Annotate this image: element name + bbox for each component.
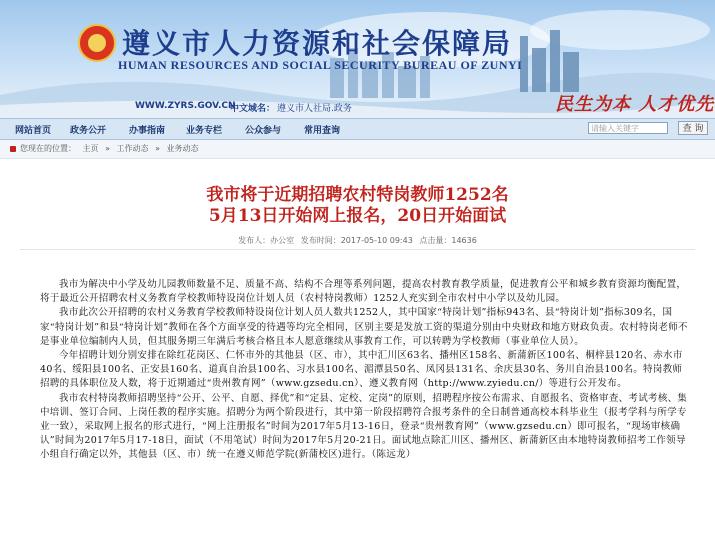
breadcrumb-separator: » <box>105 144 110 153</box>
article-meta <box>0 235 715 246</box>
slogan: 民生为本 人才优先 <box>555 94 715 115</box>
main-nav <box>0 118 715 140</box>
article-title-line2: 5月13日开始网上报名，20日开始面试 <box>208 206 507 226</box>
nav-item-common-queries[interactable]: 常用查询 <box>304 126 341 136</box>
emblem-icon <box>78 24 116 62</box>
breadcrumb-business-news[interactable]: 业务动态 <box>166 144 199 153</box>
nav-item-public-participation[interactable]: 公众参与 <box>245 126 282 136</box>
location-icon <box>10 146 16 152</box>
article-title-line1: 我市将于近期招聘农村特岗教师1252名 <box>206 185 509 205</box>
nav-item-business-column[interactable]: 业务专栏 <box>186 126 223 136</box>
article-publisher: 发布人：办公室 <box>238 236 295 245</box>
cn-domain-label: 中文域名： <box>230 104 276 114</box>
site-subtitle: HUMAN RESOURCES AND SOCIAL SECURITY BUREAU OF ZUNYI <box>118 58 523 72</box>
breadcrumb-work-news[interactable]: 工作动态 <box>116 144 149 153</box>
breadcrumb-separator: » <box>155 144 160 153</box>
site-url[interactable]: WWW.ZYRS.GOV.CN <box>135 101 236 111</box>
article-view-count: 点击量：14636 <box>419 236 477 245</box>
article-paragraph: 我市此次公开招聘的农村义务教育学校教师特设岗位计划人员人数共1252人，其中国家“特岗计划”指标943名、县“特岗计划”指标309名，国家“特岗计划”和县“特岗计划”教师在各个方面享受的待遇等均完全相同，区别主要是发放工资的渠道分别由中央财政和地方财政负责。农村特岗老师不是事业单位编制内人员，但其服务期三年满后考核合格且本人愿意继续从事教育工作，可以转聘为学校教师（事业单位人员）。 <box>40 307 688 347</box>
search-button[interactable]: 查 询 <box>678 121 708 135</box>
breadcrumb-home[interactable]: 主页 <box>82 144 99 153</box>
site-banner <box>0 0 715 118</box>
cn-domain[interactable]: 遵义市人社局.政务 <box>277 104 352 114</box>
article-body <box>40 278 690 463</box>
nav-item-home[interactable]: 网站首页 <box>15 126 52 136</box>
breadcrumb-label: 您现在的位置： <box>20 144 76 153</box>
breadcrumb-text <box>20 143 203 154</box>
article-paragraph: 我市为解决中小学及幼儿园教师数量不足、质量不高、结构不合理等系列问题，提高农村教育教学质量，促进教育公平和城乡教育资源均衡配置，将于最近公开招聘农村义务教育学校教师特设岗位计划人员（农村特岗教师）1252人充实到全市农村中小学以及幼儿园。 <box>40 279 687 305</box>
nav-item-open-government[interactable]: 政务公开 <box>70 126 107 136</box>
article-publish-time: 发布时间：2017-05-10 09:43 <box>300 236 413 245</box>
article-paragraph: 我市农村特岗教师招聘坚持“公开、公平、自愿、择优”和“定县、定校、定岗”的原则，招聘程序按公布需求、自愿报名、资格审查、考试考核、集中培训、签订合同、上岗任教的程序实施。招聘分为两个阶段进行，其中第一阶段招聘符合报考条件的全日制普通高校本科毕业生（报考学科与所学专业一致），采取网上报名的形式进行，“网上注册报名”时间为2017年5月13-16日，登录“贵州教育网”（www.gzsedu.cn）即可报名，“现场审核确认”时间为2017年5月17-18日，面试（不用笔试）时间为2017年5月20-21日。面试地点除汇川区、播州区、新蒲新区由本地特岗教师招考工作领导小组自行确定以外，其他县（区、市）统一在遵义师范学院(新蒲校区)进行。（陈远龙） <box>40 392 688 461</box>
breadcrumb <box>0 140 715 159</box>
site-title: 遵义市人力资源和社会保障局 <box>122 27 513 60</box>
article-paragraph: 今年招聘计划分别安排在除红花岗区、仁怀市外的其他县（区、市），其中汇川区63名、播州区158名、新蒲新区100名、桐梓县120名、赤水市40名、绥阳县100名、正安县160名、道真自治县100名、习水县100名、湄潭县50名、凤冈县131名、余庆县30名、务川自治县100名。特岗教师招聘的具体职位及人数，将于近期通过“贵州教育网”（www.gzsedu.cn）、遵义教育网（http://www.zyiedu.cn/）等进行公开发布。 <box>40 350 683 390</box>
search-input[interactable]: 请输入关键字 <box>588 122 668 134</box>
nav-item-service-guide[interactable]: 办事指南 <box>129 126 166 136</box>
divider <box>20 249 695 250</box>
